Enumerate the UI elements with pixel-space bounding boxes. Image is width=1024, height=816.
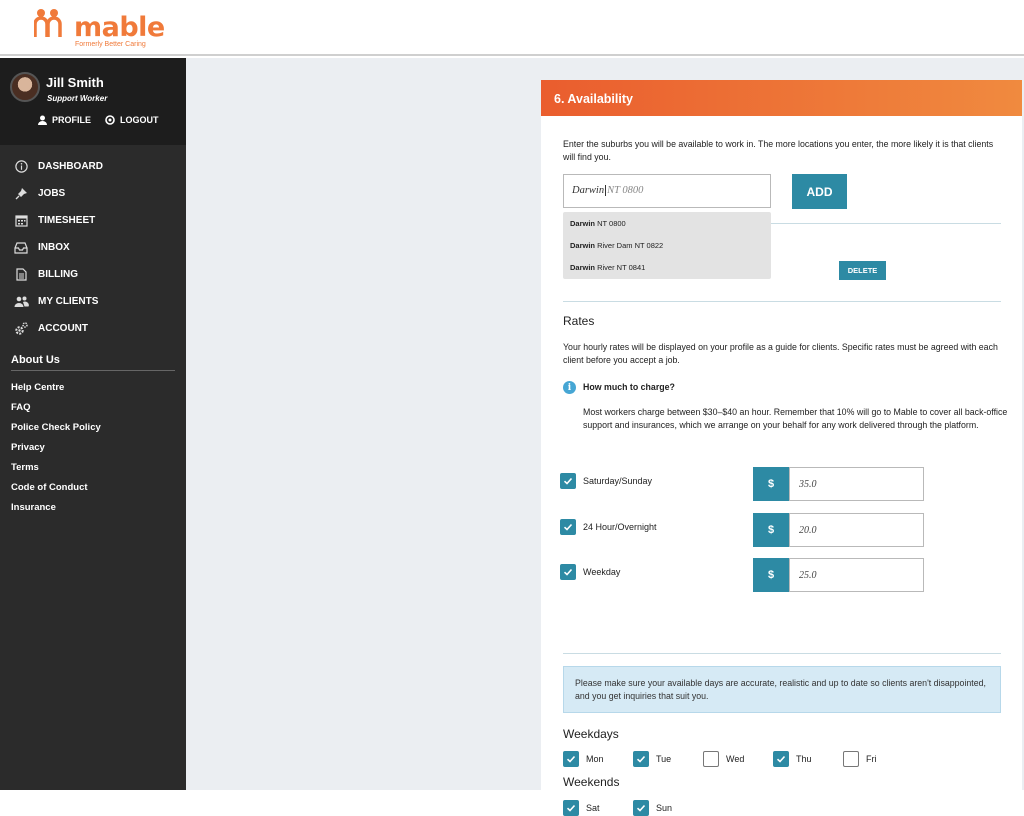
rate-checkbox[interactable] [560,564,576,580]
day-wed[interactable] [703,751,773,767]
suburb-input[interactable] [563,174,771,208]
main-nav [0,145,186,342]
check-icon [776,754,786,764]
weekends-checkboxes [563,800,703,816]
gear-icon [12,322,30,336]
check-icon [636,803,646,813]
rate-input[interactable]: 35.0 [789,467,924,501]
profile-block [0,58,186,145]
day-label: Tue [656,754,672,764]
check-icon [636,754,646,764]
rates-description: Your hourly rates will be displayed on your profile as a guide for clients. Specific rates must be agreed with each client before you accept a job. [563,342,998,365]
about-link-police-check[interactable]: Police Check Policy [11,421,101,433]
rate-checkbox[interactable] [560,473,576,489]
inbox-icon [12,242,30,254]
day-thu[interactable] [773,751,843,767]
nav-label: MY CLIENTS [38,296,99,307]
person-icon [38,115,47,125]
day-fri[interactable] [843,751,913,767]
add-suburb-button[interactable]: ADD [792,174,847,209]
rate-input[interactable]: 20.0 [789,513,924,547]
nav-item-jobs[interactable] [0,180,186,207]
day-checkbox[interactable] [843,751,859,767]
nav-item-dashboard[interactable] [0,153,186,180]
nav-label: DASHBOARD [38,161,103,172]
day-label: Thu [796,754,812,764]
suggestion-match: Darwin [570,263,596,272]
day-mon[interactable] [563,751,633,767]
suggestion-match: Darwin [570,219,596,228]
weekdays-checkboxes [563,751,913,767]
rate-label: Weekday [583,567,621,577]
currency-addon: $ [753,467,789,501]
profile-link-label: PROFILE [52,115,92,125]
power-icon [105,115,115,125]
nav-item-account[interactable] [0,315,186,342]
nav-item-timesheet[interactable] [0,207,186,234]
divider [563,653,1001,654]
availability-notice: Please make sure your available days are accurate, realistic and up to date so clients aren't disappointed, and you get inquiries that suit you. [563,666,1001,713]
logo-tagline: Formerly Better Caring [75,41,146,48]
nav-label: BILLING [38,269,78,280]
day-tue[interactable] [633,751,703,767]
sidebar [0,58,186,790]
rate-checkbox[interactable] [560,519,576,535]
user-name: Jill Smith [46,75,104,90]
user-role: Support Worker [47,94,108,103]
rates-advice: Most workers charge between $30–$40 an hour. Remember that 10% will go to Mable to cover all back-office support and insurances, which we arrange on your behalf for any work delivered through the platform. [583,407,1008,430]
day-checkbox[interactable] [633,800,649,816]
about-link-help-centre[interactable]: Help Centre [11,381,65,393]
suburb-input-hint: NT 0800 [607,185,644,196]
nav-label: TIMESHEET [38,215,96,226]
rate-label: 24 Hour/Overnight [583,522,657,532]
check-icon [566,803,576,813]
suburb-suggestions [563,212,771,279]
suggestion-match: Darwin [570,241,596,250]
about-link-terms[interactable]: Terms [11,461,39,473]
day-checkbox[interactable] [563,800,579,816]
suggestion-rest: River Dam NT 0822 [595,241,664,250]
logo-wordmark: mable [74,12,165,43]
nav-item-billing[interactable] [0,261,186,288]
day-label: Mon [586,754,604,764]
day-label: Sun [656,803,673,813]
availability-panel [541,80,1022,813]
logout-link[interactable] [105,115,159,125]
about-link-faq[interactable]: FAQ [11,401,31,413]
rate-input[interactable]: 25.0 [789,558,924,592]
calendar-icon [12,214,30,227]
check-icon [563,567,573,577]
weekdays-heading: Weekdays [563,727,619,741]
nav-label: INBOX [38,242,70,253]
day-sat[interactable] [563,800,633,816]
check-icon [563,476,573,486]
about-link-insurance[interactable]: Insurance [11,501,56,513]
about-link-code-of-conduct[interactable]: Code of Conduct [11,481,88,493]
suggestion-rest: NT 0800 [595,219,626,228]
how-much-heading: How much to charge? [583,382,675,392]
profile-link[interactable] [38,115,91,125]
panel-title: 6. Availability [541,80,1022,116]
about-link-privacy[interactable]: Privacy [11,441,45,453]
about-heading: About Us [11,354,175,371]
day-checkbox[interactable] [563,751,579,767]
text-cursor [605,185,606,196]
nav-label: ACCOUNT [38,323,88,334]
about-links [0,377,186,517]
suburbs-intro: Enter the suburbs you will be available to work in. The more locations you enter, the more likely it is that clients will find you. [563,139,994,162]
document-icon [12,268,30,281]
rates-heading: Rates [563,314,595,328]
suggestion-rest: River NT 0841 [595,263,646,272]
logout-link-label: LOGOUT [120,115,159,125]
check-icon [566,754,576,764]
suggestion-item[interactable] [563,234,771,256]
day-sun[interactable] [633,800,703,816]
rate-row-weekday [560,558,970,592]
suggestion-item[interactable] [563,212,771,234]
day-label: Wed [726,754,745,764]
pin-icon [12,187,30,200]
check-icon [563,522,573,532]
rate-label: Saturday/Sunday [583,476,653,486]
weekends-heading: Weekends [563,775,620,789]
delete-suburb-button[interactable]: DELETE [839,261,886,280]
day-label: Fri [866,754,877,764]
suggestion-item[interactable] [563,256,771,278]
nav-label: JOBS [38,188,66,199]
info-icon: i [563,381,576,394]
nav-item-my-clients[interactable] [0,288,186,315]
logo-mark-icon [34,8,70,38]
day-checkbox[interactable] [633,751,649,767]
avatar[interactable] [10,72,40,102]
currency-addon: $ [753,513,789,547]
users-icon [12,295,30,308]
currency-addon: $ [753,558,789,592]
day-checkbox[interactable] [703,751,719,767]
top-bar [0,0,1024,56]
info-icon [12,160,30,173]
day-checkbox[interactable] [773,751,789,767]
nav-item-inbox[interactable] [0,234,186,261]
suburb-input-value: Darwin [572,185,605,196]
divider [563,301,1001,302]
rate-row-saturday-sunday [560,467,970,501]
day-label: Sat [586,803,600,813]
rate-row-overnight [560,513,970,547]
